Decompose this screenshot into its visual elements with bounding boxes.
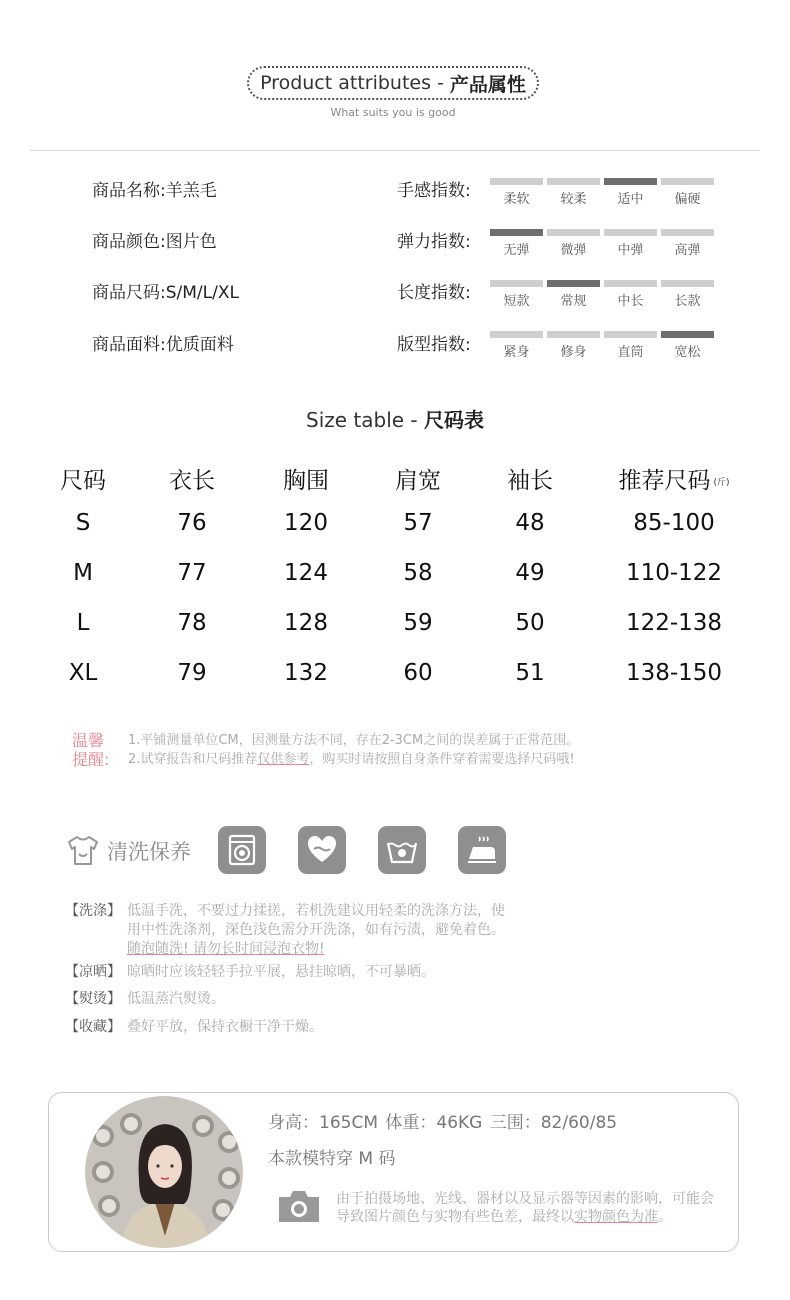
index-scale-fit	[490, 331, 714, 360]
scale-bar-selected	[661, 331, 714, 338]
table-header-cell: 衣长	[169, 467, 215, 494]
scale-bar	[604, 280, 657, 287]
scale-option-label: 适中	[617, 192, 644, 207]
table-cell: 49	[515, 560, 545, 586]
tshirt-icon	[65, 834, 101, 868]
scale-bar	[661, 178, 714, 185]
care-item-storage	[65, 1018, 547, 1037]
table-header-cell: 袖长	[507, 467, 553, 494]
scale-option-label: 中长	[617, 294, 644, 309]
scale-bar-selected	[547, 280, 600, 287]
scale-option	[547, 178, 600, 207]
recommended-size-header: 推荐尺码	[618, 467, 711, 494]
table-row	[30, 548, 760, 598]
weight-unit: (斤)	[713, 477, 730, 488]
table-header-cell: 肩宽	[395, 467, 441, 494]
hand-wash-basin-icon	[378, 826, 426, 874]
scale-bar	[604, 331, 657, 338]
index-label-fit: 版型指数:	[397, 335, 471, 355]
scale-option-label: 微弹	[560, 243, 587, 258]
scale-bar	[490, 331, 543, 338]
table-row	[30, 598, 760, 648]
color-disclaimer	[336, 1190, 721, 1226]
scale-option	[490, 280, 543, 309]
care-line: 低温手洗，不要过力揉搓，若机洗建议用轻柔的洗涤方法，使	[127, 903, 505, 919]
section-title-product-attributes	[247, 66, 539, 100]
table-header-row	[30, 458, 760, 498]
scale-option-label: 柔软	[503, 192, 530, 207]
table-cell: 128	[284, 610, 328, 636]
care-text	[127, 902, 547, 959]
scale-option	[604, 280, 657, 309]
scale-option-label: 常规	[560, 294, 587, 309]
disclaimer-text: 由于拍摄场地、光线、器材以及显示器等因素的影响，可能会导致图片颜色与实物有些色差，最终以	[336, 1191, 714, 1225]
index-scale-length	[490, 280, 714, 309]
table-cell: 122-138	[625, 610, 723, 636]
notice-line-2-a: 2.试穿报告和尺码推荐	[128, 752, 258, 767]
index-scale-hand-feel	[490, 178, 714, 207]
table-cell: 57	[403, 510, 433, 536]
index-label-elasticity: 弹力指数:	[397, 232, 471, 252]
attr-product-color: 商品颜色:图片色	[92, 232, 217, 252]
attr-product-name: 商品名称:羊羔毛	[92, 181, 217, 201]
size-table-title	[0, 404, 790, 433]
steam-iron-icon	[458, 826, 506, 874]
care-section-title	[65, 834, 191, 868]
size-title-en: Size table -	[306, 408, 418, 432]
model-photo	[85, 1096, 243, 1248]
table-row	[30, 498, 760, 548]
washing-machine-icon	[218, 826, 266, 874]
scale-option	[490, 178, 543, 207]
table-body	[30, 498, 760, 698]
scale-bar	[604, 229, 657, 236]
care-item-dry	[65, 963, 547, 982]
index-label-length: 长度指数:	[397, 283, 471, 303]
table-cell: 76	[177, 510, 207, 536]
care-line: 随泡随洗! 请勿长时间浸泡衣物!	[127, 941, 325, 957]
table-cell: 124	[284, 560, 328, 586]
notice-line-2-c: ，购买时请按照自身条件穿着需要选择尺码哦!	[309, 752, 575, 767]
scale-bar	[547, 178, 600, 185]
care-line: 叠好平放，保持衣橱干净干燥。	[127, 1019, 323, 1035]
care-line: 低温蒸汽熨烫。	[127, 991, 225, 1007]
care-tag: 【熨烫】	[65, 991, 121, 1007]
table-cell: 110-122	[625, 560, 723, 586]
index-scale-elasticity	[490, 229, 714, 258]
notice-line-2	[128, 750, 579, 769]
notice-text	[128, 731, 579, 769]
scale-option	[661, 178, 714, 207]
table-cell: 79	[177, 660, 207, 686]
table-cell: 78	[177, 610, 207, 636]
table-cell: 59	[403, 610, 433, 636]
table-cell: 48	[515, 510, 545, 536]
care-line: 晾晒时应该轻轻手拉平展，悬挂晾晒，不可暴晒。	[127, 964, 435, 980]
disclaimer-end: 。	[658, 1209, 672, 1225]
table-row	[30, 648, 760, 698]
size-title-cn: 尺码表	[424, 408, 484, 432]
disclaimer-emphasis: 实物颜色为准	[574, 1209, 658, 1225]
notice-tag: 温馨提醒:	[72, 731, 110, 769]
care-item-wash	[65, 902, 547, 959]
size-table	[30, 458, 760, 698]
care-item-iron	[65, 990, 547, 1009]
table-cell: 138-150	[625, 660, 723, 686]
table-header-cell: 尺码	[60, 467, 106, 494]
divider	[30, 150, 760, 151]
scale-bar	[490, 178, 543, 185]
scale-option	[547, 280, 600, 309]
table-cell: 60	[403, 660, 433, 686]
table-cell: M	[73, 560, 93, 586]
scale-option	[604, 331, 657, 360]
table-cell: 58	[403, 560, 433, 586]
table-cell: 51	[515, 660, 545, 686]
title-en: Product attributes -	[260, 72, 444, 94]
scale-bar-selected	[604, 178, 657, 185]
scale-option-label: 长款	[674, 294, 701, 309]
scale-bar	[490, 280, 543, 287]
scale-option	[604, 229, 657, 258]
subtitle: What suits you is good	[330, 106, 456, 119]
scale-option-label: 紧身	[503, 345, 530, 360]
index-label-hand-feel: 手感指数:	[397, 181, 471, 201]
scale-option	[490, 331, 543, 360]
scale-option	[604, 178, 657, 207]
scale-option-label: 偏硬	[674, 192, 701, 207]
camera-icon	[276, 1188, 322, 1224]
scale-option	[547, 229, 600, 258]
care-tag: 【洗涤】	[65, 903, 121, 919]
scale-option-label: 中弹	[617, 243, 644, 258]
scale-option-label: 修身	[560, 345, 587, 360]
scale-option	[661, 280, 714, 309]
table-cell: XL	[68, 660, 98, 686]
care-tag: 【收藏】	[65, 1019, 121, 1035]
table-header-cell-recommended	[588, 462, 760, 495]
notice-line-1: 1.平铺测量单位CM，因测量方法不同，存在2-3CM之间的误差属于正常范围。	[128, 733, 580, 748]
scale-option	[547, 331, 600, 360]
care-tag: 【凉晒】	[65, 964, 121, 980]
heart-hand-wash-icon	[298, 826, 346, 874]
scale-option-label: 较柔	[560, 192, 587, 207]
table-cell: 85-100	[633, 510, 715, 536]
table-cell: S	[75, 510, 91, 536]
scale-option	[661, 229, 714, 258]
scale-bar	[661, 280, 714, 287]
notice-line-2-emphasis: 仅供参考	[257, 752, 310, 767]
scale-option-label: 宽松	[674, 345, 701, 360]
attr-product-size: 商品尺码:S/M/L/XL	[92, 283, 239, 303]
model-size-note: 本款模特穿 M 码	[268, 1149, 396, 1169]
scale-option-label: 短款	[503, 294, 530, 309]
table-cell: 77	[177, 560, 207, 586]
table-cell: 50	[515, 610, 545, 636]
scale-option-label: 直筒	[617, 345, 644, 360]
care-line: 用中性洗涤剂，深色浅色需分开洗涤，如有污渍，避免着色。	[127, 922, 505, 938]
scale-bar	[547, 229, 600, 236]
scale-option-label: 高弹	[674, 243, 701, 258]
care-title-text: 清洗保养	[107, 840, 191, 864]
scale-bar-selected	[490, 229, 543, 236]
scale-bar	[661, 229, 714, 236]
attr-product-fabric: 商品面料:优质面料	[92, 335, 234, 355]
scale-option	[661, 331, 714, 360]
scale-bar	[547, 331, 600, 338]
table-header-cell: 胸围	[283, 467, 329, 494]
table-cell: 120	[284, 510, 328, 536]
title-cn: 产品属性	[449, 73, 526, 96]
table-cell: 132	[284, 660, 328, 686]
table-cell: L	[76, 610, 90, 636]
model-measurements: 身高：165CM 体重：46KG 三围：82/60/85	[268, 1113, 618, 1133]
scale-option	[490, 229, 543, 258]
scale-option-label: 无弹	[503, 243, 530, 258]
